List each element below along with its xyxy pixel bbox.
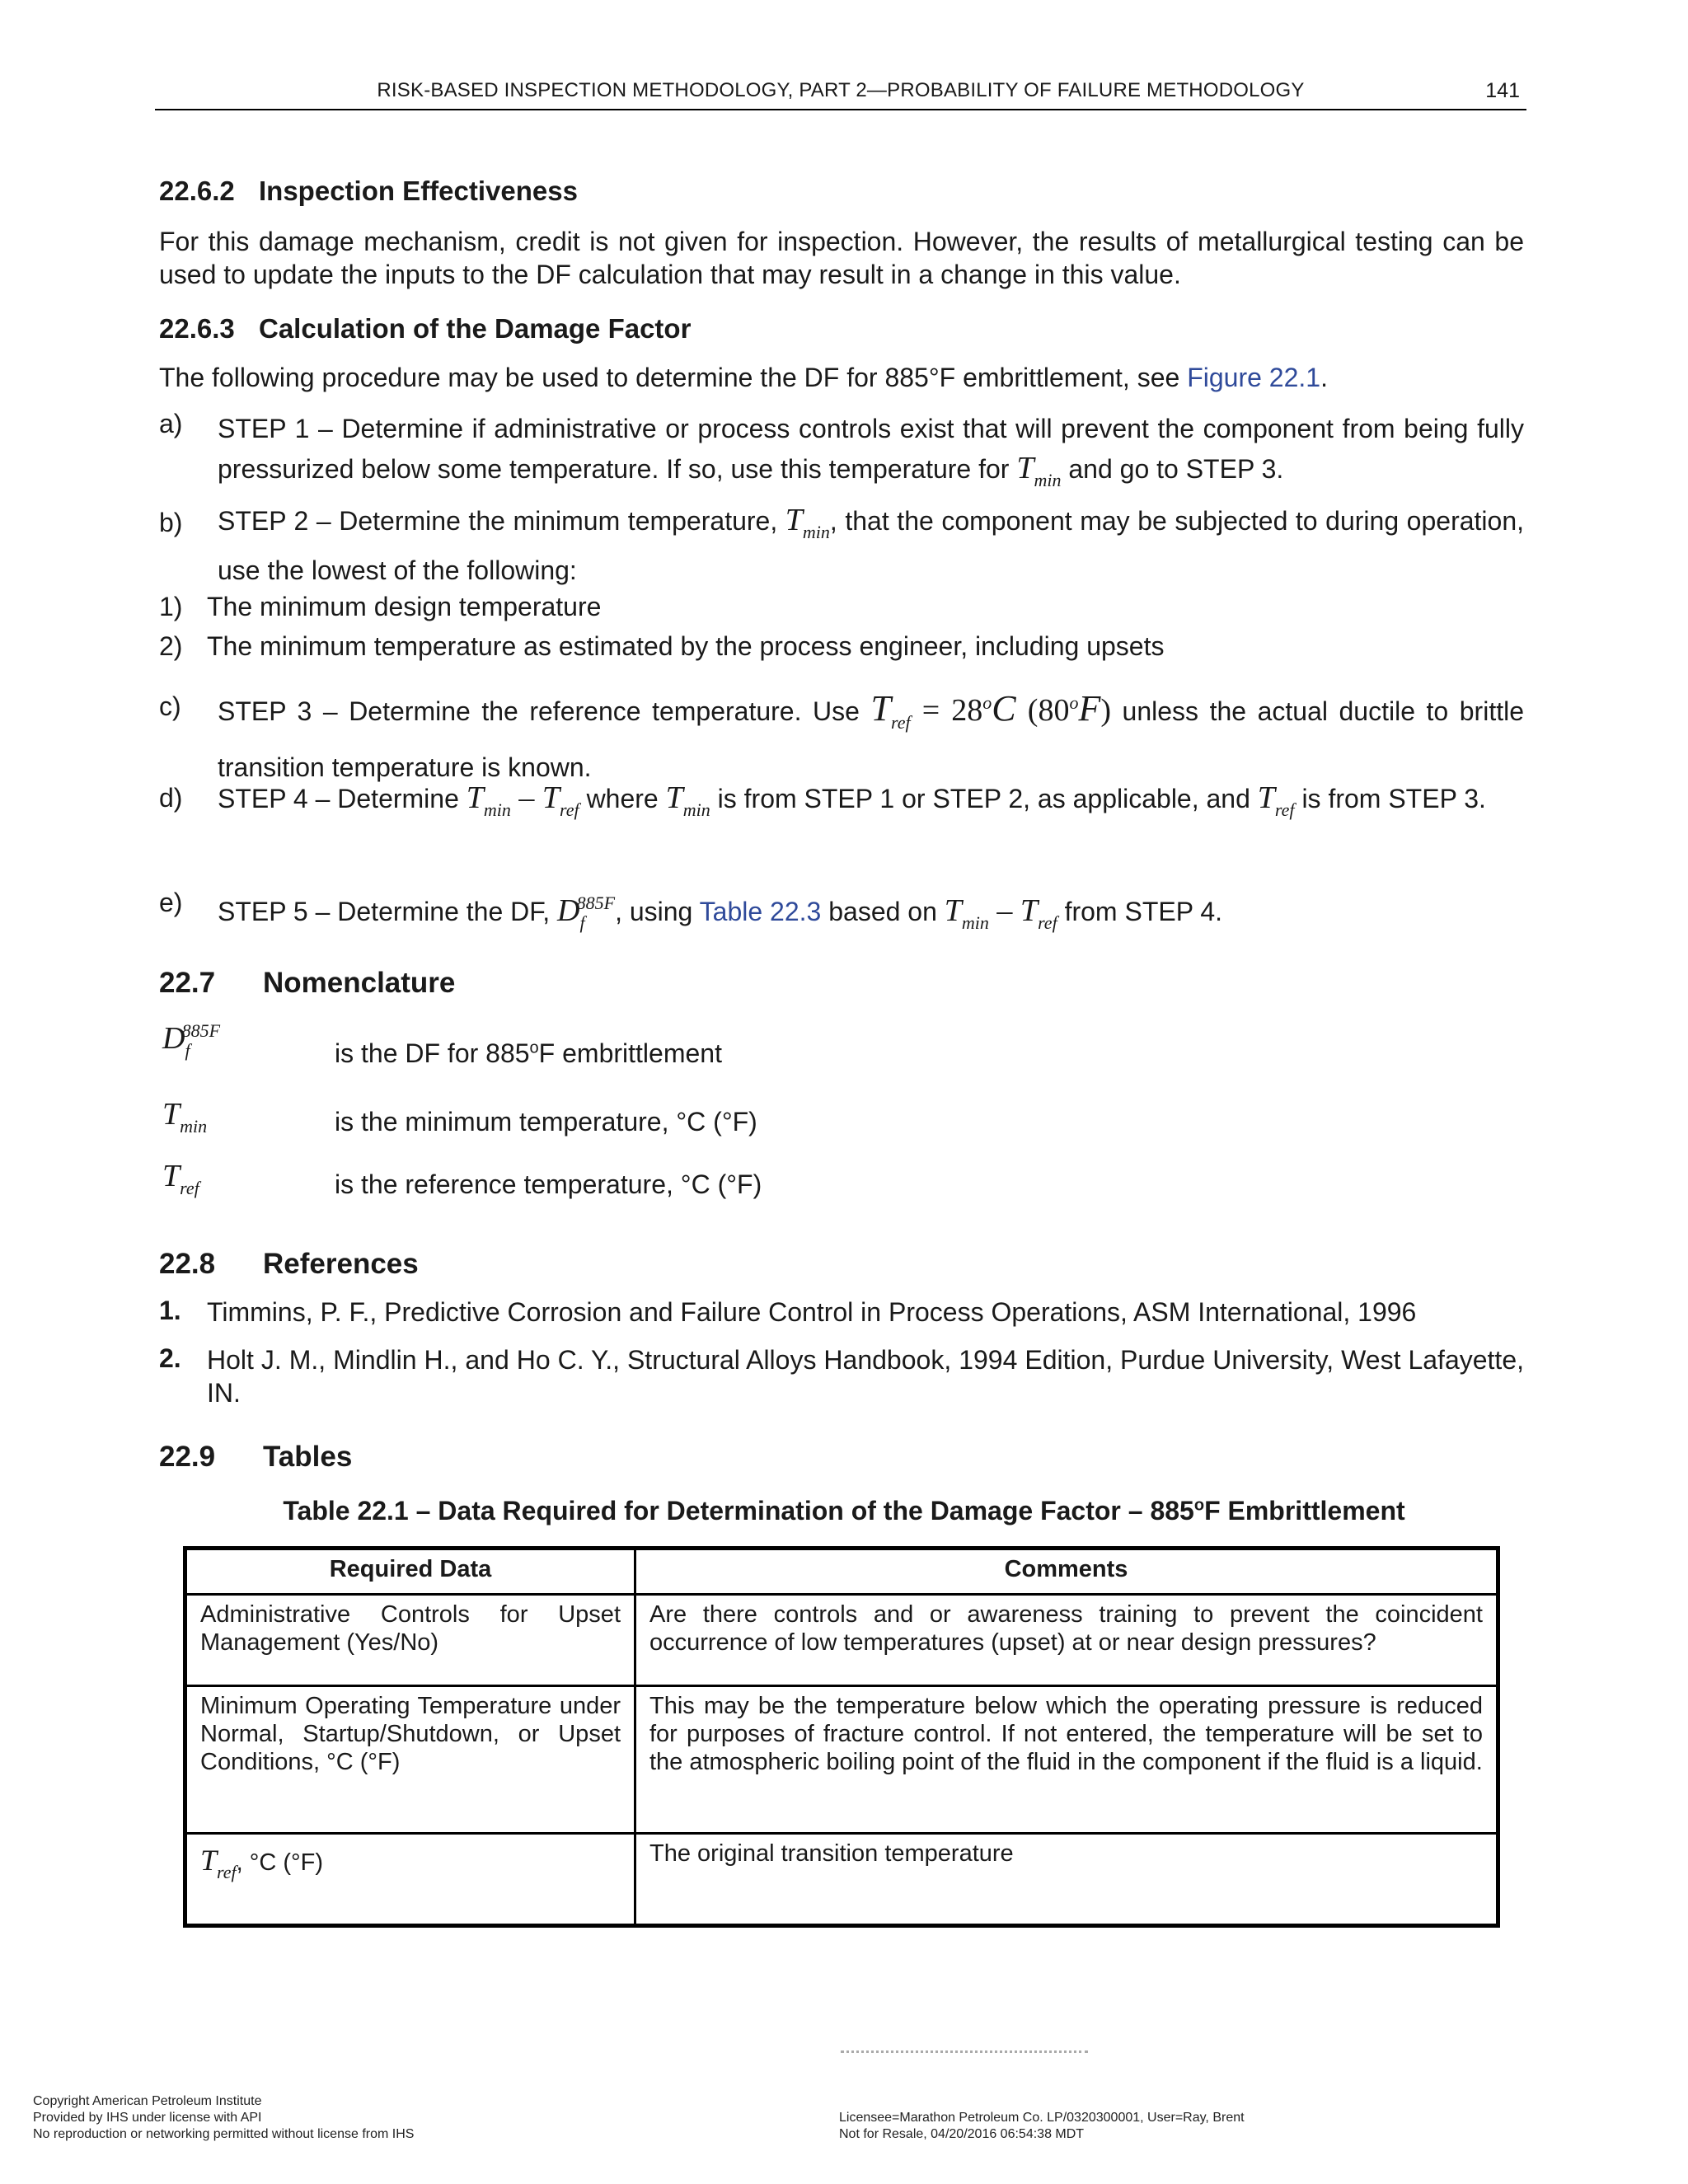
table-cell: The original transition temperature	[635, 1834, 1498, 1926]
reference-number: 2.	[159, 1343, 181, 1373]
t-min-symbol: $T_{min}$	[785, 503, 830, 542]
column-header: Comments	[635, 1549, 1498, 1595]
step-d-letter: d)	[159, 783, 183, 813]
reference-text: Timmins, P. F., Predictive Corrosion and Failure Control in Process Operations, ASM International, 1996	[207, 1297, 1417, 1327]
table-row	[185, 1834, 1498, 1926]
nomenclature-symbol-t-ref: $T_{ref}$	[162, 1159, 199, 1198]
step-e-text	[218, 879, 1524, 948]
t-ref-symbol: $T_{ref}$	[200, 1844, 237, 1882]
section-heading-22-8	[159, 1248, 419, 1281]
step-d-text-2: where	[579, 784, 666, 813]
step-a-text-2: and go to STEP 3.	[1061, 454, 1284, 484]
step-b-text	[218, 501, 1524, 589]
intro-text: The following procedure may be used to determine the DF for 885°F embrittlement, see	[159, 363, 1188, 392]
section-title: Inspection Effectiveness	[259, 176, 578, 206]
d-f-885f-symbol: $D_f^{885F}$	[557, 893, 616, 933]
table-22-3-link[interactable]: Table 22.3	[699, 897, 822, 926]
section-title: References	[263, 1248, 419, 1280]
t-min-minus-t-ref: $T_{min} - T_{ref}$	[466, 780, 579, 820]
t-ref-equation: $T_{ref} = 28^oC$ (80$^o$F)	[870, 688, 1111, 733]
running-header	[155, 79, 1526, 110]
table-caption: Table 22.1 – Data Required for Determination of the Damage Factor – 885$^o$F Embrittlement	[283, 1496, 1405, 1526]
step-c-text-2: unless the actual ductile to brittle transition temperature is known.	[218, 696, 1525, 782]
step-d-text-1: STEP 4 – Determine	[218, 784, 467, 813]
sub-item-1-text: The minimum design temperature	[207, 592, 602, 621]
section-heading-22-7	[159, 967, 455, 1000]
table-cell: This may be the temperature below which the operating pressure is reduced for purposes of fracture control. If not entered, the temperature will be set to the atmospheric boiling point of the fluid in the component if the fluid is a liquid.	[635, 1686, 1498, 1834]
section-number: 22.6.2	[159, 176, 235, 206]
step-e-text-4: from STEP 4.	[1057, 897, 1223, 926]
table-cell: Are there controls and or awareness training to prevent the coincident occurrence of low temperatures (upset) at or near design pressures?	[635, 1595, 1498, 1686]
table-row	[185, 1686, 1498, 1834]
procedure-intro	[159, 361, 1524, 394]
table-cell: Minimum Operating Temperature under Normal, Startup/Shutdown, or Upset Conditions, °C (°F)	[185, 1686, 635, 1834]
step-d-text-3: is from STEP 1 or STEP 2, as applicable, and	[710, 784, 1258, 813]
step-e-text-1: STEP 5 – Determine the DF,	[218, 897, 558, 926]
sub-item-2-text: The minimum temperature as estimated by the process engineer, including upsets	[207, 631, 1165, 661]
step-d-text-4: is from STEP 3.	[1294, 784, 1486, 813]
inspection-effectiveness-paragraph: For this damage mechanism, credit is not given for inspection. However, the results of metallurgical testing can be used to update the inputs to the DF calculation that may result in a change in this value.	[159, 227, 1524, 289]
section-heading-22-9	[159, 1441, 352, 1474]
table-row	[185, 1595, 1498, 1686]
section-title: Tables	[263, 1441, 353, 1473]
footer-right: Licensee=Marathon Petroleum Co. LP/0320300001, User=Ray, Brent Not for Resale, 04/20/2016 06:54:38 MDT	[839, 2111, 1245, 2141]
step-c-text-1: STEP 3 – Determine the reference temperature. Use	[218, 696, 871, 726]
section-number: 22.7	[159, 967, 216, 999]
section-number: 22.8	[159, 1248, 216, 1280]
section-title: Nomenclature	[263, 967, 456, 999]
table-cell: $T_{ref}$, °C (°F)	[185, 1834, 635, 1926]
nomenclature-description: is the DF for 885$^o$F embrittlement	[335, 1038, 722, 1068]
step-e-text-3: based on	[821, 897, 945, 926]
step-b-text-1: STEP 2 – Determine the minimum temperature,	[218, 506, 785, 536]
section-title: Calculation of the Damage Factor	[259, 313, 692, 344]
section-heading-22-6-2	[159, 176, 578, 207]
nomenclature-description: is the minimum temperature, °C (°F)	[335, 1107, 757, 1137]
section-heading-22-6-3	[159, 313, 691, 344]
column-header: Required Data	[185, 1549, 635, 1595]
sub-item-1-number: 1)	[159, 592, 183, 621]
sub-item-2-number: 2)	[159, 631, 183, 661]
table-cell: Administrative Controls for Upset Management (Yes/No)	[185, 1595, 635, 1686]
step-e-letter: e)	[159, 888, 183, 917]
nomenclature-symbol-d-f-885f: $D_f^{885F}$	[162, 1020, 221, 1061]
scan-artifact-divider	[841, 2050, 1088, 2058]
t-ref-symbol: $T_{ref}$	[1257, 780, 1295, 820]
t-min-minus-t-ref: $T_{min} - T_{ref}$	[944, 893, 1057, 933]
step-d-text	[218, 776, 1524, 832]
step-b-text-2: , that the component may be subjected to during operation, use the lowest of the following:	[218, 506, 1525, 585]
section-number: 22.9	[159, 1441, 216, 1473]
data-required-table	[183, 1546, 1500, 1928]
t-min-symbol: $T_{min}$	[665, 780, 710, 820]
step-e-text-2: , using	[615, 897, 700, 926]
footer-left: Copyright American Petroleum Institute Provided by IHS under license with API No reproduction or networking permitted without license from IHS	[33, 2094, 415, 2141]
step-b-letter: b)	[159, 508, 183, 537]
intro-end: .	[1320, 363, 1328, 392]
reference-number: 1.	[159, 1296, 181, 1325]
step-c-letter: c)	[159, 691, 181, 721]
table-header-row	[185, 1549, 1498, 1595]
page-number: 141	[1485, 79, 1520, 102]
nomenclature-symbol-t-min: $T_{min}$	[162, 1097, 208, 1137]
section-number: 22.6.3	[159, 313, 235, 344]
t-min-symbol: $T_{min}$	[1016, 451, 1062, 490]
nomenclature-description: is the reference temperature, °C (°F)	[335, 1169, 762, 1199]
running-title: RISK-BASED INSPECTION METHODOLOGY, PART 2—PROBABILITY OF FAILURE METHODOLOGY	[377, 79, 1305, 101]
figure-22-1-link[interactable]: Figure 22.1	[1187, 363, 1321, 392]
step-a-letter: a)	[159, 409, 183, 438]
step-a-text	[218, 409, 1524, 500]
step-a-text-1: STEP 1 – Determine if administrative or process controls exist that will prevent the component from being fully pressurized below some temperature. If so, use this temperature for	[218, 414, 1524, 484]
reference-text: Holt J. M., Mindlin H., and Ho C. Y., Structural Alloys Handbook, 1994 Edition, Purdue University, West Lafayette, IN.	[207, 1345, 1524, 1408]
step-c-text	[218, 681, 1524, 790]
